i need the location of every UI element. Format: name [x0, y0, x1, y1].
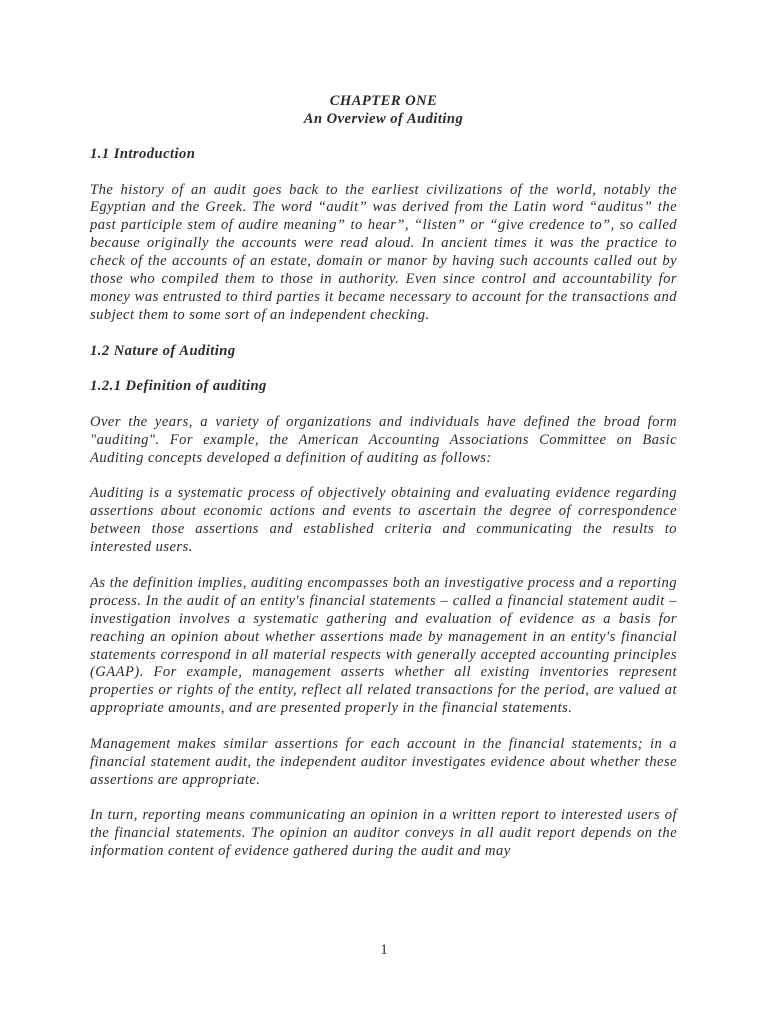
section-heading-introduction: 1.1 Introduction: [90, 145, 196, 162]
chapter-title: An Overview of Auditing: [303, 110, 464, 127]
chapter-header: [90, 93, 677, 129]
paragraph-reporting: In turn, reporting means communicating an opinion in a written report to interested users of the financial statements. The opinion an auditor conveys in all audit report depends on the information content of evidence gathered during the audit and may: [90, 807, 677, 860]
chapter-label: CHAPTER ONE: [329, 93, 438, 109]
section-heading-nature-of-auditing: 1.2 Nature of Auditing: [90, 342, 236, 359]
paragraph-auditing-definition: Auditing is a systematic process of objectively obtaining and evaluating evidence regarding assertions about economic actions and events to ascertain the degree of correspondence between those assertions and established criteria and communicating the results to interested users.: [90, 485, 677, 556]
paragraph-introduction: The history of an audit goes back to the earliest civilizations of the world, notably the Egyptian and the Greek. The word “audit” was derived from the Latin word “auditus” the past participle stem of audire meaning” to hear”, “listen” or “give credence to”, so called because originally the accounts were read aloud. In ancient times it was the practice to check of the accounts of an estate, domain or manor by having such accounts called out by those who compiled them to those in authority. Even since control and accountability for money was entrusted to third parties it became necessary to account for the transactions and subject them to some sort of an independent checking.: [90, 181, 677, 323]
paragraph-management-assertions: Management makes similar assertions for each account in the financial statements; in a financial statement audit, the independent auditor investigates evidence about whether these assertions are appropriate.: [90, 735, 677, 788]
page-number: 1: [380, 942, 388, 958]
document-page: [90, 93, 677, 879]
subsection-heading-definition: 1.2.1 Definition of auditing: [90, 378, 267, 395]
paragraph-investigative-process: As the definition implies, auditing encompasses both an investigative process and a reporting process. In the audit of an entity's financial statements – called a financial statement audit – investigation involves a systematic gathering and evaluation of evidence as a basis for reaching an opinion about whether assertions made by management in an entity's financial statements correspond in all material respects with generally accepted accounting principles (GAAP). For example, management asserts whether all existing inventories represent properties or rights of the entity, reflect all related transactions for the period, are valued at appropriate amounts, and are presented properly in the financial statements.: [90, 574, 677, 717]
paragraph-definitions-overview: Over the years, a variety of organizations and individuals have defined the broad form "auditing". For example, the American Accounting Associations Committee on Basic Auditing concepts developed a definition of auditing as follows:: [90, 413, 677, 466]
